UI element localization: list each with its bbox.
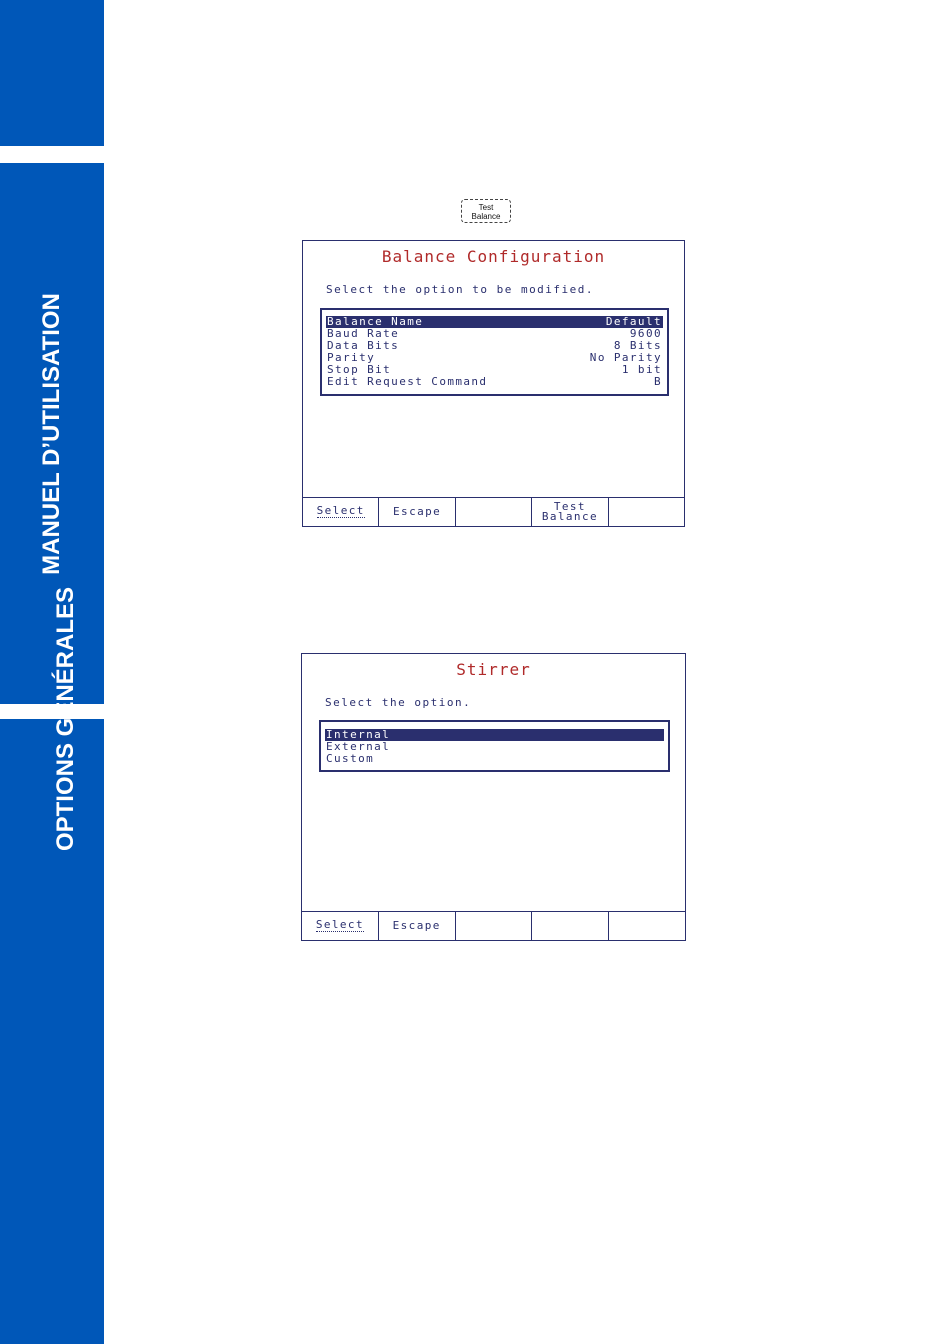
list-item-label: Parity: [327, 351, 376, 364]
list-item-value: B: [653, 375, 662, 388]
softkey-2[interactable]: [379, 912, 456, 940]
softkey-3[interactable]: [456, 912, 533, 940]
softkey-5[interactable]: [609, 498, 684, 526]
balance-option-list: [320, 308, 669, 396]
screen-prompt: Select the option to be modified.: [326, 283, 595, 296]
list-item-label: Edit Request Command: [327, 375, 488, 388]
list-item-label: Custom: [326, 752, 375, 765]
list-item[interactable]: [325, 741, 664, 753]
stirrer-option-list: [319, 720, 670, 772]
list-item-label: External: [326, 740, 391, 753]
softkey-2[interactable]: [379, 498, 455, 526]
screen-title: Balance Configuration: [381, 247, 606, 266]
softkey-5[interactable]: [609, 912, 685, 940]
key-label-line1: Test: [478, 203, 494, 212]
softkey-4[interactable]: [532, 498, 608, 526]
list-item-value: 8 Bits: [613, 339, 662, 352]
list-item-value: 9600: [629, 327, 662, 340]
key-label-line2: Balance: [471, 212, 501, 221]
list-item-label: Balance Name: [327, 315, 424, 328]
list-item-label: Baud Rate: [327, 327, 400, 340]
softkey-1[interactable]: [303, 498, 379, 526]
softkey-3[interactable]: [456, 498, 532, 526]
list-item-value: No Parity: [589, 351, 662, 364]
softkey-1[interactable]: [302, 912, 379, 940]
balance-configuration-screen: [302, 240, 685, 527]
list-item-value: 1 bit: [621, 363, 662, 376]
softkey-bar: [303, 497, 684, 526]
list-item-label: Internal: [326, 728, 391, 741]
screen-title: Stirrer: [456, 660, 531, 679]
softkey-label: Test Balance: [541, 500, 598, 523]
side-tab-options-label: OPTIONS GÉNÉRALES: [52, 586, 79, 852]
stirrer-screen: [301, 653, 686, 941]
list-item-label: Data Bits: [327, 339, 400, 352]
softkey-label: Escape: [393, 505, 442, 518]
side-tab-top: [0, 0, 104, 146]
softkey-label: Escape: [392, 919, 441, 932]
softkey-4[interactable]: [532, 912, 609, 940]
test-balance-key-icon: [461, 199, 511, 223]
screen-prompt: Select the option.: [325, 696, 472, 709]
side-tab-manuel-label: MANUEL D’UTILISATION: [38, 292, 65, 575]
softkey-bar: [302, 911, 685, 940]
list-item-label: Stop Bit: [327, 363, 392, 376]
list-item[interactable]: [325, 753, 664, 765]
list-item[interactable]: [326, 376, 663, 388]
softkey-label: Select: [315, 918, 364, 931]
softkey-label: Select: [316, 504, 365, 517]
side-tab-options: [0, 586, 104, 1344]
list-item-value: Default: [605, 315, 662, 328]
